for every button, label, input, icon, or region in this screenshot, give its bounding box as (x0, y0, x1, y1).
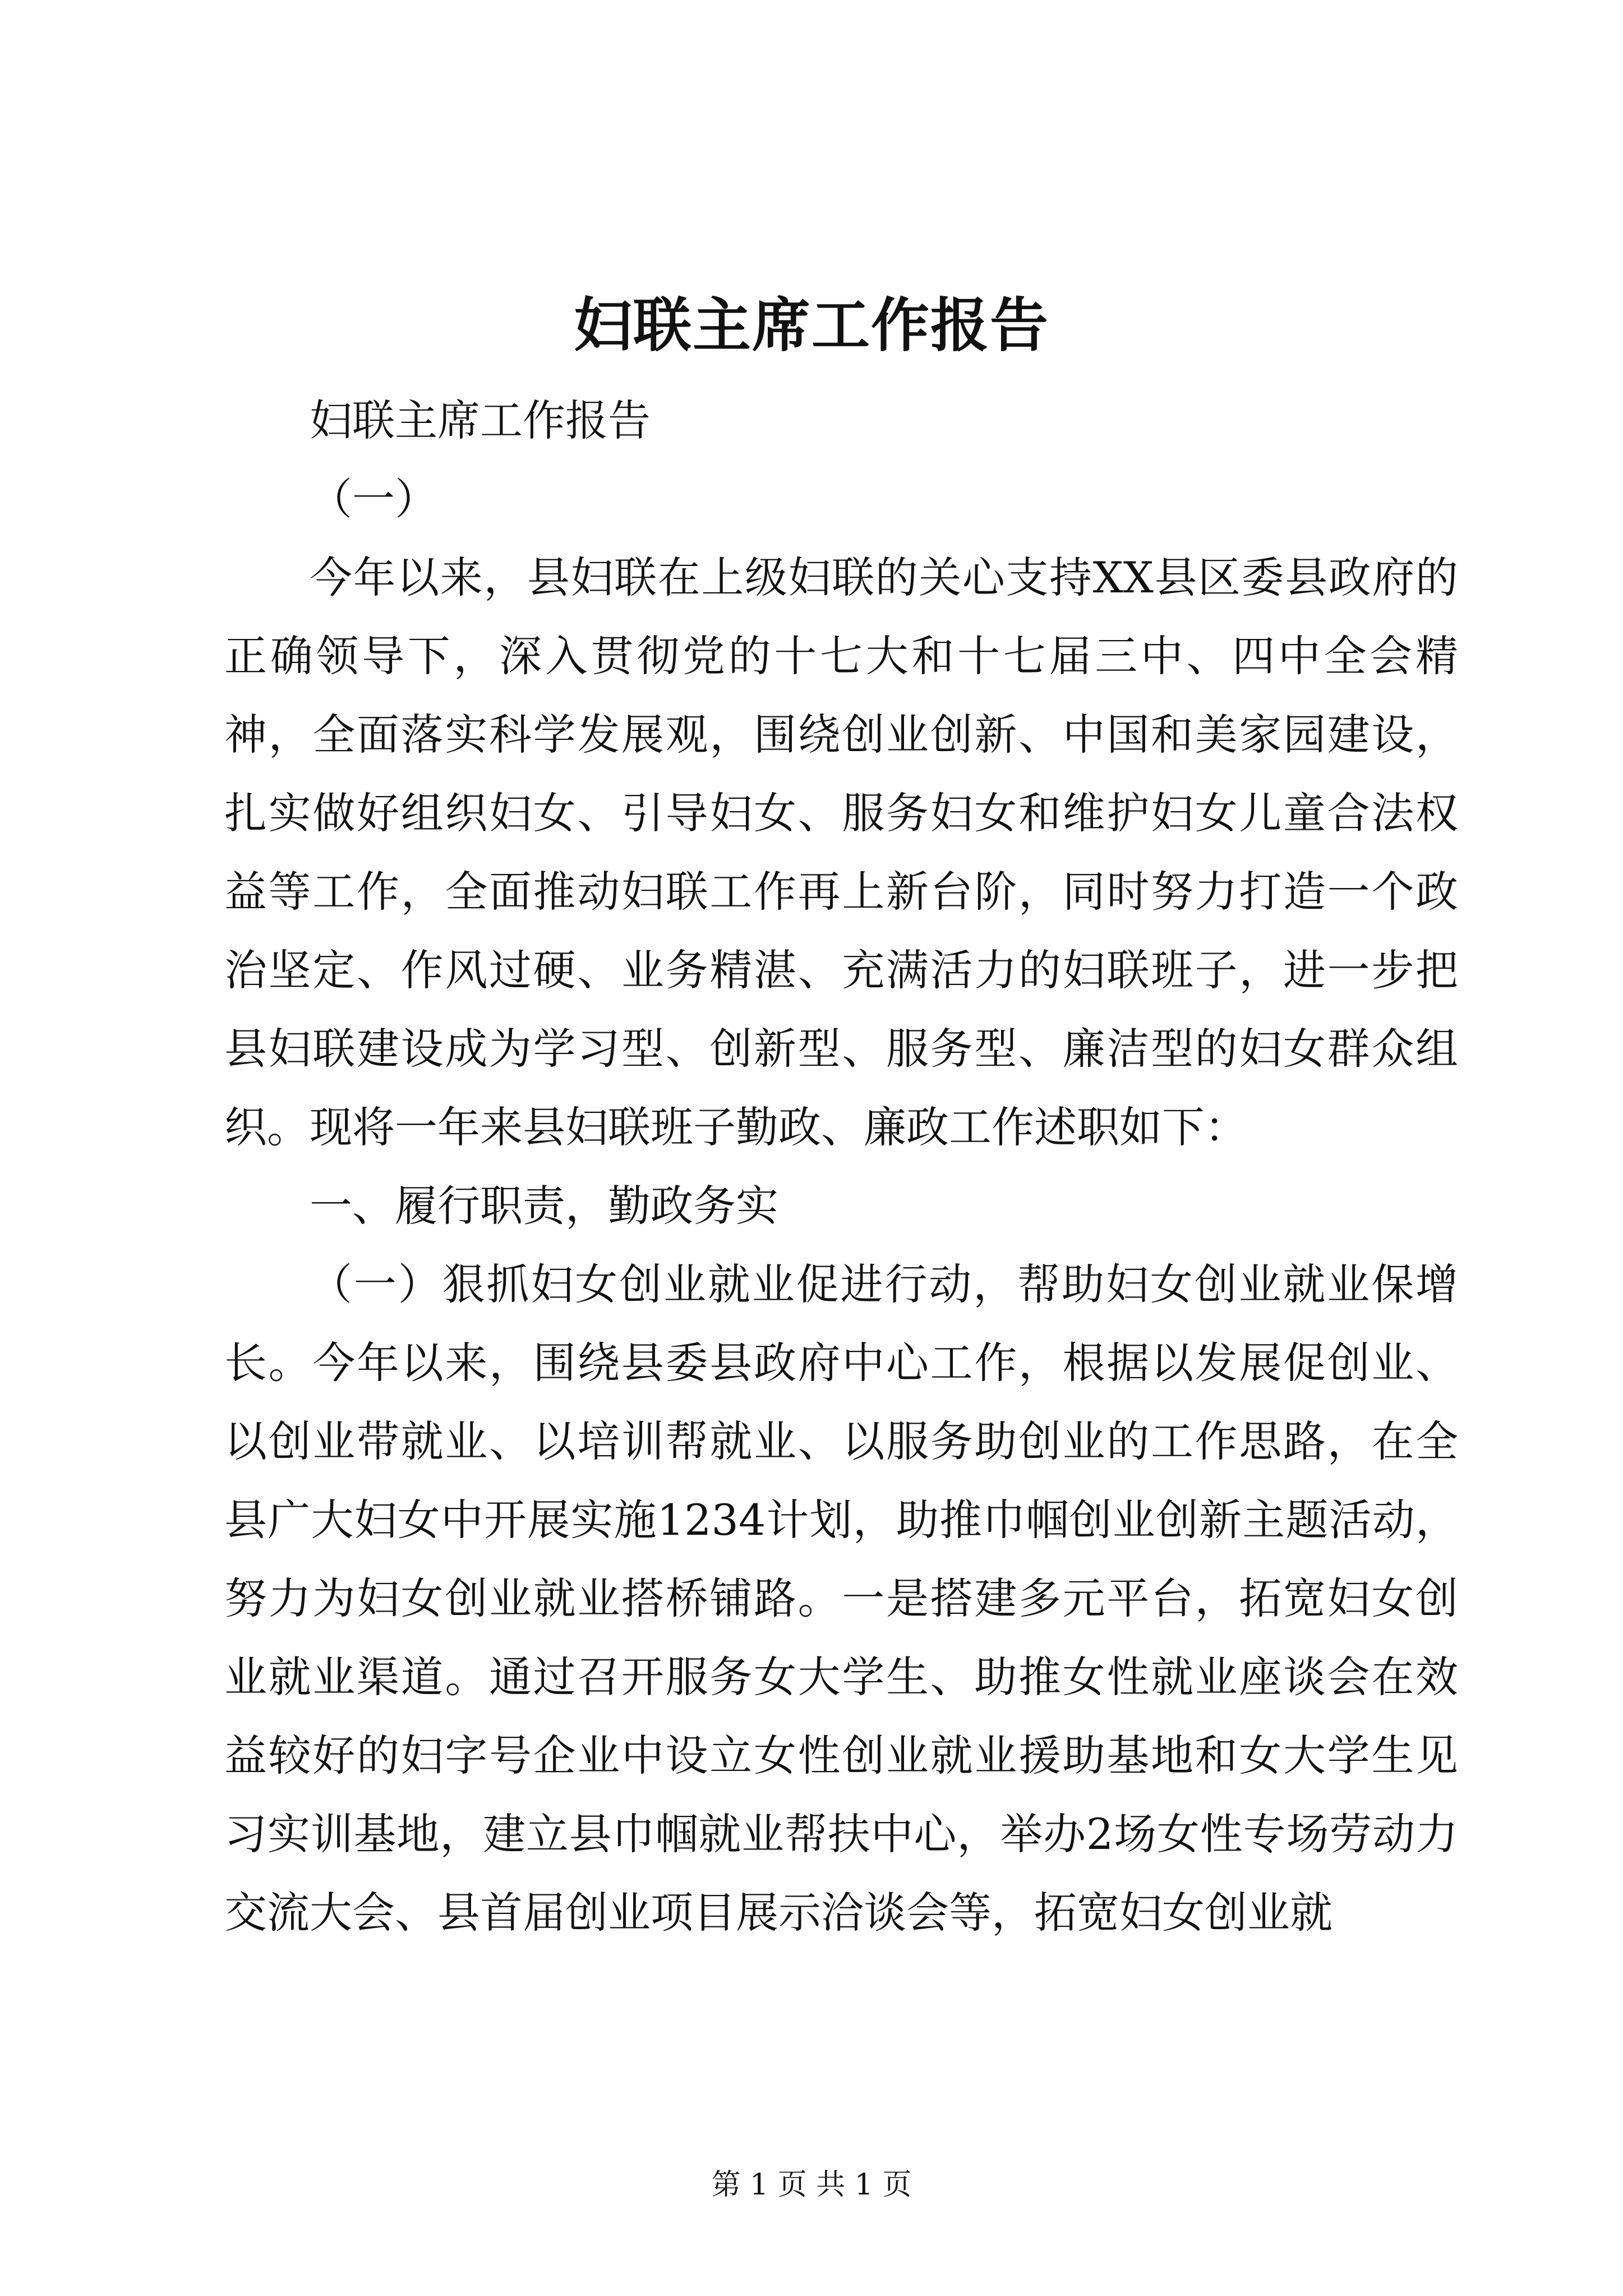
paragraph-intro: 今年以来，县妇联在上级妇联的关心支持XX县区委县政府的正确领导下，深入贯彻党的十七大和十七届三中、四中全会精神，全面落实科学发展观，围绕创业创新、中国和美家园建设，扎实做好组织妇女、引导妇女、服务妇女和维护妇女儿童合法权益等工作，全面推动妇联工作再上新台阶，同时努力打造一个政治坚定、作风过硬、业务精湛、充满活力的妇联班子，进一步把县妇联建设成为学习型、创新型、服务型、廉洁型的妇女群众组织。现将一年来县妇联班子勤政、廉政工作述职如下： (224, 553, 1458, 1152)
page-footer: 第 1 页 共 1 页 (711, 2168, 912, 2202)
document-title: 妇联主席工作报告 (573, 291, 1049, 360)
paragraph-subtitle: 妇联主席工作报告 (310, 395, 651, 445)
document-body (224, 381, 1458, 1952)
paragraph-item-1: （一）狠抓妇女创业就业促进行动，帮助妇女创业就业保增长。今年以来，围绕县委县政府中心工作，根据以发展促创业、以创业带就业、以培训帮就业、以服务助创业的工作思路，在全县广大妇女中开展实施1234计划，助推巾帼创业创新主题活动，努力为妇女创业就业搭桥铺路。一是搭建多元平台，拓宽妇女创业就业渠道。通过召开服务女大学生、助推女性就业座谈会在效益较好的妇字号企业中设立女性创业就业援助基地和女大学生见习实训基地，建立县巾帼就业帮扶中心，举办2场女性专场劳动力交流大会、县首届创业项目展示洽谈会等，拓宽妇女创业就 (224, 1259, 1458, 1938)
paragraph-heading-1: 一、履行职责，勤政务实 (310, 1181, 778, 1231)
paragraph-section-marker: （一） (310, 474, 437, 524)
